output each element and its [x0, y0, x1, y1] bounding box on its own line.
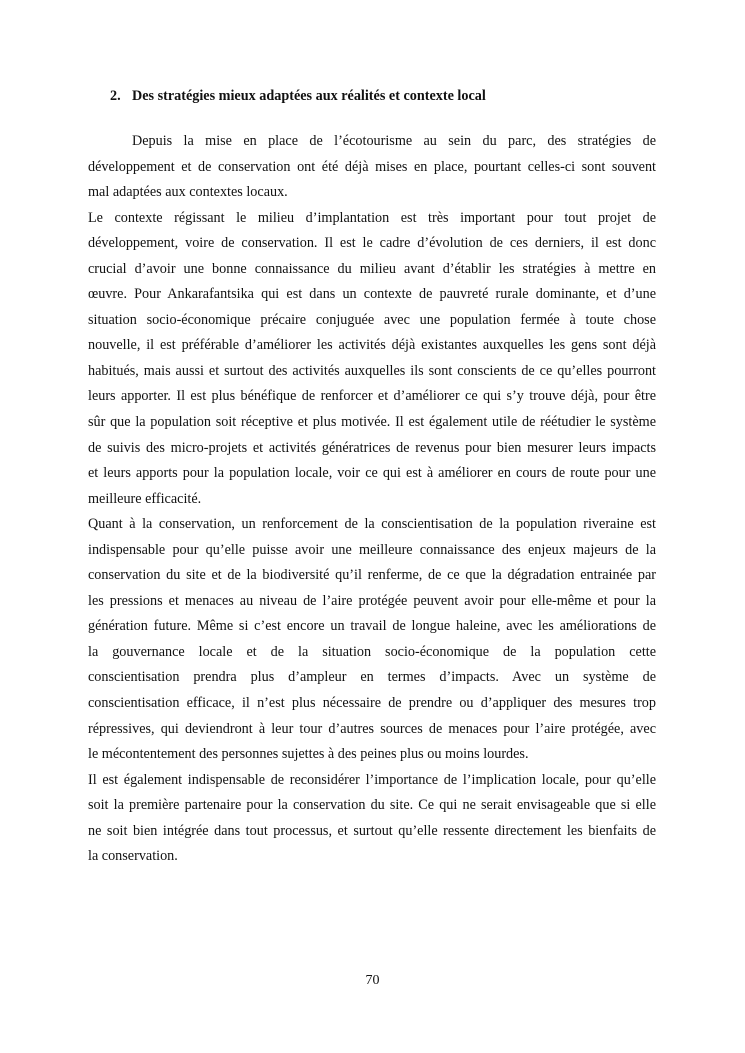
section-heading — [110, 88, 486, 105]
body-text — [88, 129, 656, 870]
paragraph — [88, 206, 656, 513]
section-number: 2. — [110, 88, 121, 104]
text-line: mal adaptées aux contextes locaux. — [88, 184, 288, 201]
text-line: soit la première partenaire pour la conservation du site. Ce qui ne serait envisageable que si elle — [88, 797, 656, 814]
text-line: génération future. Même si c’est encore un travail de longue haleine, avec les améliorations de — [88, 618, 656, 635]
text-line: la gouvernance locale et de la situation socio-économique de la population cette — [88, 643, 656, 660]
text-line: œuvre. Pour Ankarafantsika qui est dans un contexte de pauvreté rurale dominante, et d’une — [88, 286, 656, 303]
text-line: répressives, qui deviendront à leur tour d’autres sources de menaces pour l’aire protégée, avec — [88, 720, 656, 737]
text-line: développement, voire de conservation. Il est le cadre d’évolution de ces derniers, il est donc — [88, 235, 656, 252]
text-line: Le contexte régissant le milieu d’implantation est très important pour tout projet de — [88, 209, 656, 226]
text-line: situation socio-économique précaire conjuguée avec une population fermée à toute chose — [88, 311, 656, 328]
text-line: Depuis la mise en place de l’écotourisme au sein du parc, des stratégies de — [132, 133, 656, 149]
text-line: développement et de conservation ont été déjà mises en place, pourtant celles-ci sont souvent — [88, 158, 656, 175]
text-line: conscientisation efficace, il n’est plus nécessaire de prendre ou d’appliquer des mesures trop — [88, 695, 656, 712]
text-line: nouvelle, il est préférable d’améliorer les activités déjà existantes auxquelles les gens sont déjà — [88, 337, 656, 354]
text-line: le mécontentement des personnes sujettes à des peines plus ou moins lourdes. — [88, 746, 529, 763]
text-line: conscientisation prendra plus d’ampleur en termes d’impacts. Avec un système de — [88, 669, 656, 686]
text-line: les pressions et menaces au niveau de l’aire protégée peuvent avoir pour elle-même et pour la — [88, 592, 656, 609]
text-line: habitués, mais aussi et surtout des activités auxquelles ils sont conscients de ce qu’elles pourront — [88, 362, 656, 379]
text-line: meilleure efficacité. — [88, 490, 202, 507]
text-line: de suivis des micro-projets et activités génératrices de revenus pour bien mesurer leurs impacts — [88, 439, 656, 456]
text-line: ne soit bien intégrée dans tout processus, et surtout qu’elle ressente directement les bienfaits de — [88, 822, 656, 839]
paragraph — [88, 768, 656, 870]
text-line: sûr que la population soit réceptive et plus motivée. Il est également utile de réétudier le système — [88, 414, 656, 431]
text-line: Quant à la conservation, un renforcement de la conscientisation de la population riveraine est — [88, 516, 656, 533]
page-number: 70 — [365, 973, 380, 988]
text-line: Il est également indispensable de reconsidérer l’importance de l’implication locale, pour qu’elle — [88, 771, 656, 788]
text-line: conservation du site et de la biodiversité qu’il renferme, de ce que la dégradation entrainée par — [88, 567, 656, 584]
text-line: et leurs apports pour la population locale, voir ce qui est à améliorer en cours de route pour une — [88, 465, 656, 482]
section-title: Des stratégies mieux adaptées aux réalités et contexte local — [132, 88, 486, 104]
text-line: leurs apporter. Il est plus bénéfique de renforcer et d’améliorer ce qui s’y trouve déjà, pour être — [88, 388, 656, 405]
text-line: la conservation. — [88, 848, 178, 865]
paragraph — [88, 512, 656, 767]
text-line: crucial d’avoir une bonne connaissance du milieu avant d’établir les stratégies à mettre en — [88, 260, 656, 277]
paragraph — [88, 129, 656, 206]
text-line: indispensable pour qu’elle puisse avoir une meilleure connaissance des enjeux majeurs de la — [88, 541, 656, 558]
